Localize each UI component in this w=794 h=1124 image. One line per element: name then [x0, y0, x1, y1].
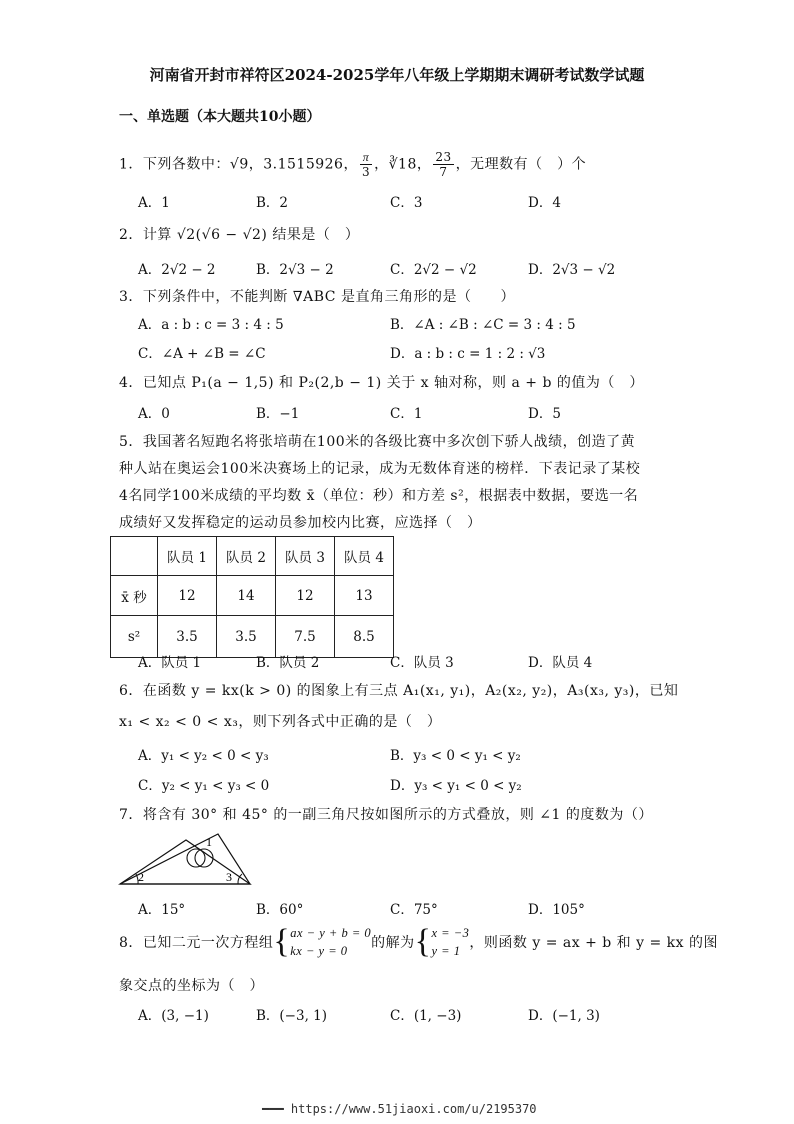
- q7-option-a[interactable]: A．15°: [138, 902, 186, 918]
- q5-option-b[interactable]: B．队员 2: [256, 655, 320, 671]
- q3-option-d[interactable]: D．a : b : c = 1 : 2 : √3: [390, 346, 546, 362]
- table-cell: 12: [276, 576, 335, 616]
- q1-text-b: ，3.1515926，: [248, 156, 358, 173]
- table-header-cell: 队员 1: [158, 537, 217, 576]
- q8-text-a: 8．已知二元一次方程组: [119, 935, 274, 951]
- q8-option-b[interactable]: B．(−3, 1): [256, 1008, 328, 1024]
- q8-option-d[interactable]: D．(−1, 3): [528, 1008, 600, 1024]
- question-3-stem: 3．下列条件中，不能判断 ∇ABC 是直角三角形的是（ ）: [119, 289, 515, 305]
- q2-option-a[interactable]: A．2√2 − 2: [138, 262, 216, 278]
- q1-fraction-23-7: $\frac{23}{7}$: [435, 150, 452, 179]
- question-5-line-3: 4名同学100米成绩的平均数 x̄（单位：秒）和方差 s²，根据表中数据，要选一名: [119, 488, 639, 504]
- table-cell: 12: [158, 576, 217, 616]
- q4-option-a[interactable]: A．0: [138, 406, 170, 422]
- q1-option-a[interactable]: A．1: [138, 195, 170, 211]
- q5-option-a[interactable]: A．队员 1: [138, 655, 202, 671]
- q1-option-c[interactable]: C．3: [390, 195, 423, 211]
- q1-option-b[interactable]: B．2: [256, 195, 289, 211]
- question-2-stem: 2．计算 √2(√6 − √2) 结果是（ ）: [119, 227, 360, 243]
- q5-data-table: [110, 536, 394, 658]
- triangle-rulers-figure: [118, 830, 252, 888]
- q8-text-b: 的解为: [371, 935, 415, 951]
- angle-3-label: 3: [226, 870, 232, 884]
- table-cell: x̄ 秒: [111, 576, 158, 616]
- table-header-row: [111, 537, 394, 576]
- question-5-line-2: 种人站在奥运会100米决赛场上的记录，成为无数体育迷的榜样．下表记录了某校: [119, 461, 641, 477]
- table-header-cell: 队员 3: [276, 537, 335, 576]
- q3-option-c[interactable]: C．∠A + ∠B = ∠C: [138, 346, 266, 362]
- q8-text-c: ，则函数 y = ax + b 和 y = kx 的图: [469, 935, 719, 951]
- q6-option-b[interactable]: B．y₃ < 0 < y₁ < y₂: [390, 748, 521, 764]
- question-7-stem: 7．将含有 30° 和 45° 的一副三角尺按如图所示的方式叠放，则 ∠1 的度数为（）: [119, 807, 653, 823]
- q1-fraction-pi: $\frac{\pi}{3}$: [361, 150, 371, 179]
- question-5-line-1: 5．我国著名短跑名将张培萌在100米的各级比赛中多次创下骄人战绩，创造了黄: [119, 434, 636, 450]
- question-4-stem: 4．已知点 P₁(a − 1,5) 和 P₂(2,b − 1) 关于 x 轴对称，则 a + b 的值为（ ）: [119, 375, 644, 391]
- table-header-cell: 队员 4: [335, 537, 394, 576]
- section-heading: 一、单选题（本大题共10小题）: [119, 109, 321, 125]
- q7-option-d[interactable]: D．105°: [528, 902, 585, 918]
- ruler-hole-left: [187, 849, 205, 867]
- q8-solution-brace: {: [414, 923, 432, 960]
- q8-sol1: x = −3: [431, 926, 470, 940]
- table-cell: 7.5: [276, 616, 335, 658]
- q2-option-b[interactable]: B．2√3 − 2: [256, 262, 334, 278]
- question-6-line-2: x₁ < x₂ < 0 < x₃，则下列各式中正确的是（ ）: [119, 714, 442, 730]
- q8-left-brace: {: [273, 923, 291, 960]
- q6-option-a[interactable]: A．y₁ < y₂ < 0 < y₃: [138, 748, 269, 764]
- q8-eq1: ax − y + b = 0: [290, 926, 372, 940]
- footer-watermark-link[interactable]: ━━━ https://www.51jiaoxi.com/u/2195370: [262, 1102, 537, 1116]
- q8-solution-system: [431, 924, 469, 960]
- table-cell: 3.5: [217, 616, 276, 658]
- q2-option-c[interactable]: C．2√2 − √2: [390, 262, 477, 278]
- table-cell: s²: [111, 616, 158, 658]
- q8-equation-system: [290, 924, 371, 960]
- q1-option-d[interactable]: D．4: [528, 195, 561, 211]
- question-6-line-1: 6．在函数 y = kx(k > 0) 的图象上有三点 A₁(x₁, y₁)，A₂(x₂, y₂)，A₃(x₃, y₃)，已知: [119, 683, 679, 699]
- q7-option-b[interactable]: B．60°: [256, 902, 304, 918]
- q1-root-9: √9: [229, 156, 249, 173]
- q1-sep: ，: [374, 156, 389, 173]
- table-cell: 13: [335, 576, 394, 616]
- angle-1-label: 1: [206, 835, 212, 849]
- q6-option-d[interactable]: D．y₃ < y₁ < 0 < y₂: [390, 778, 522, 794]
- q4-option-c[interactable]: C．1: [390, 406, 423, 422]
- q8-eq2: kx − y = 0: [290, 944, 348, 958]
- angle-2-label: 2: [138, 870, 144, 884]
- q8-option-c[interactable]: C．(1, −3): [390, 1008, 462, 1024]
- q8-sol2: y = 1: [431, 944, 461, 958]
- table-row: [111, 576, 394, 616]
- q3-option-b[interactable]: B．∠A : ∠B : ∠C = 3 : 4 : 5: [390, 317, 576, 333]
- q8-option-a[interactable]: A．(3, −1): [138, 1008, 209, 1024]
- q4-option-b[interactable]: B．−1: [256, 406, 300, 422]
- q5-option-d[interactable]: D．队员 4: [528, 655, 593, 671]
- question-1-stem: [119, 150, 586, 179]
- q2-option-d[interactable]: D．2√3 − √2: [528, 262, 616, 278]
- q1-sep2: ，: [416, 156, 432, 173]
- question-8-line-1: [119, 924, 718, 960]
- table-header-cell: 队员 2: [217, 537, 276, 576]
- q6-option-c[interactable]: C．y₂ < y₁ < y₃ < 0: [138, 778, 270, 794]
- question-8-line-2: 象交点的坐标为（ ）: [119, 978, 264, 994]
- q1-text-c: ，无理数有（ ）个: [455, 156, 587, 173]
- table-cell: 3.5: [158, 616, 217, 658]
- table-cell: 14: [217, 576, 276, 616]
- page-title: 河南省开封市祥符区2024-2025学年八年级上学期期末调研考试数学试题: [149, 66, 645, 84]
- q5-option-c[interactable]: C．队员 3: [390, 655, 454, 671]
- q1-text-a: 1．下列各数中：: [119, 156, 230, 173]
- q7-option-c[interactable]: C．75°: [390, 902, 438, 918]
- q4-option-d[interactable]: D．5: [528, 406, 561, 422]
- q1-cuberoot-18: ∛18: [388, 156, 417, 173]
- q3-option-a[interactable]: A．a : b : c = 3 : 4 : 5: [138, 317, 284, 333]
- table-cell: 8.5: [335, 616, 394, 658]
- question-5-line-4: 成绩好又发挥稳定的运动员参加校内比赛，应选择（ ）: [119, 515, 482, 531]
- table-header-cell: [111, 537, 158, 576]
